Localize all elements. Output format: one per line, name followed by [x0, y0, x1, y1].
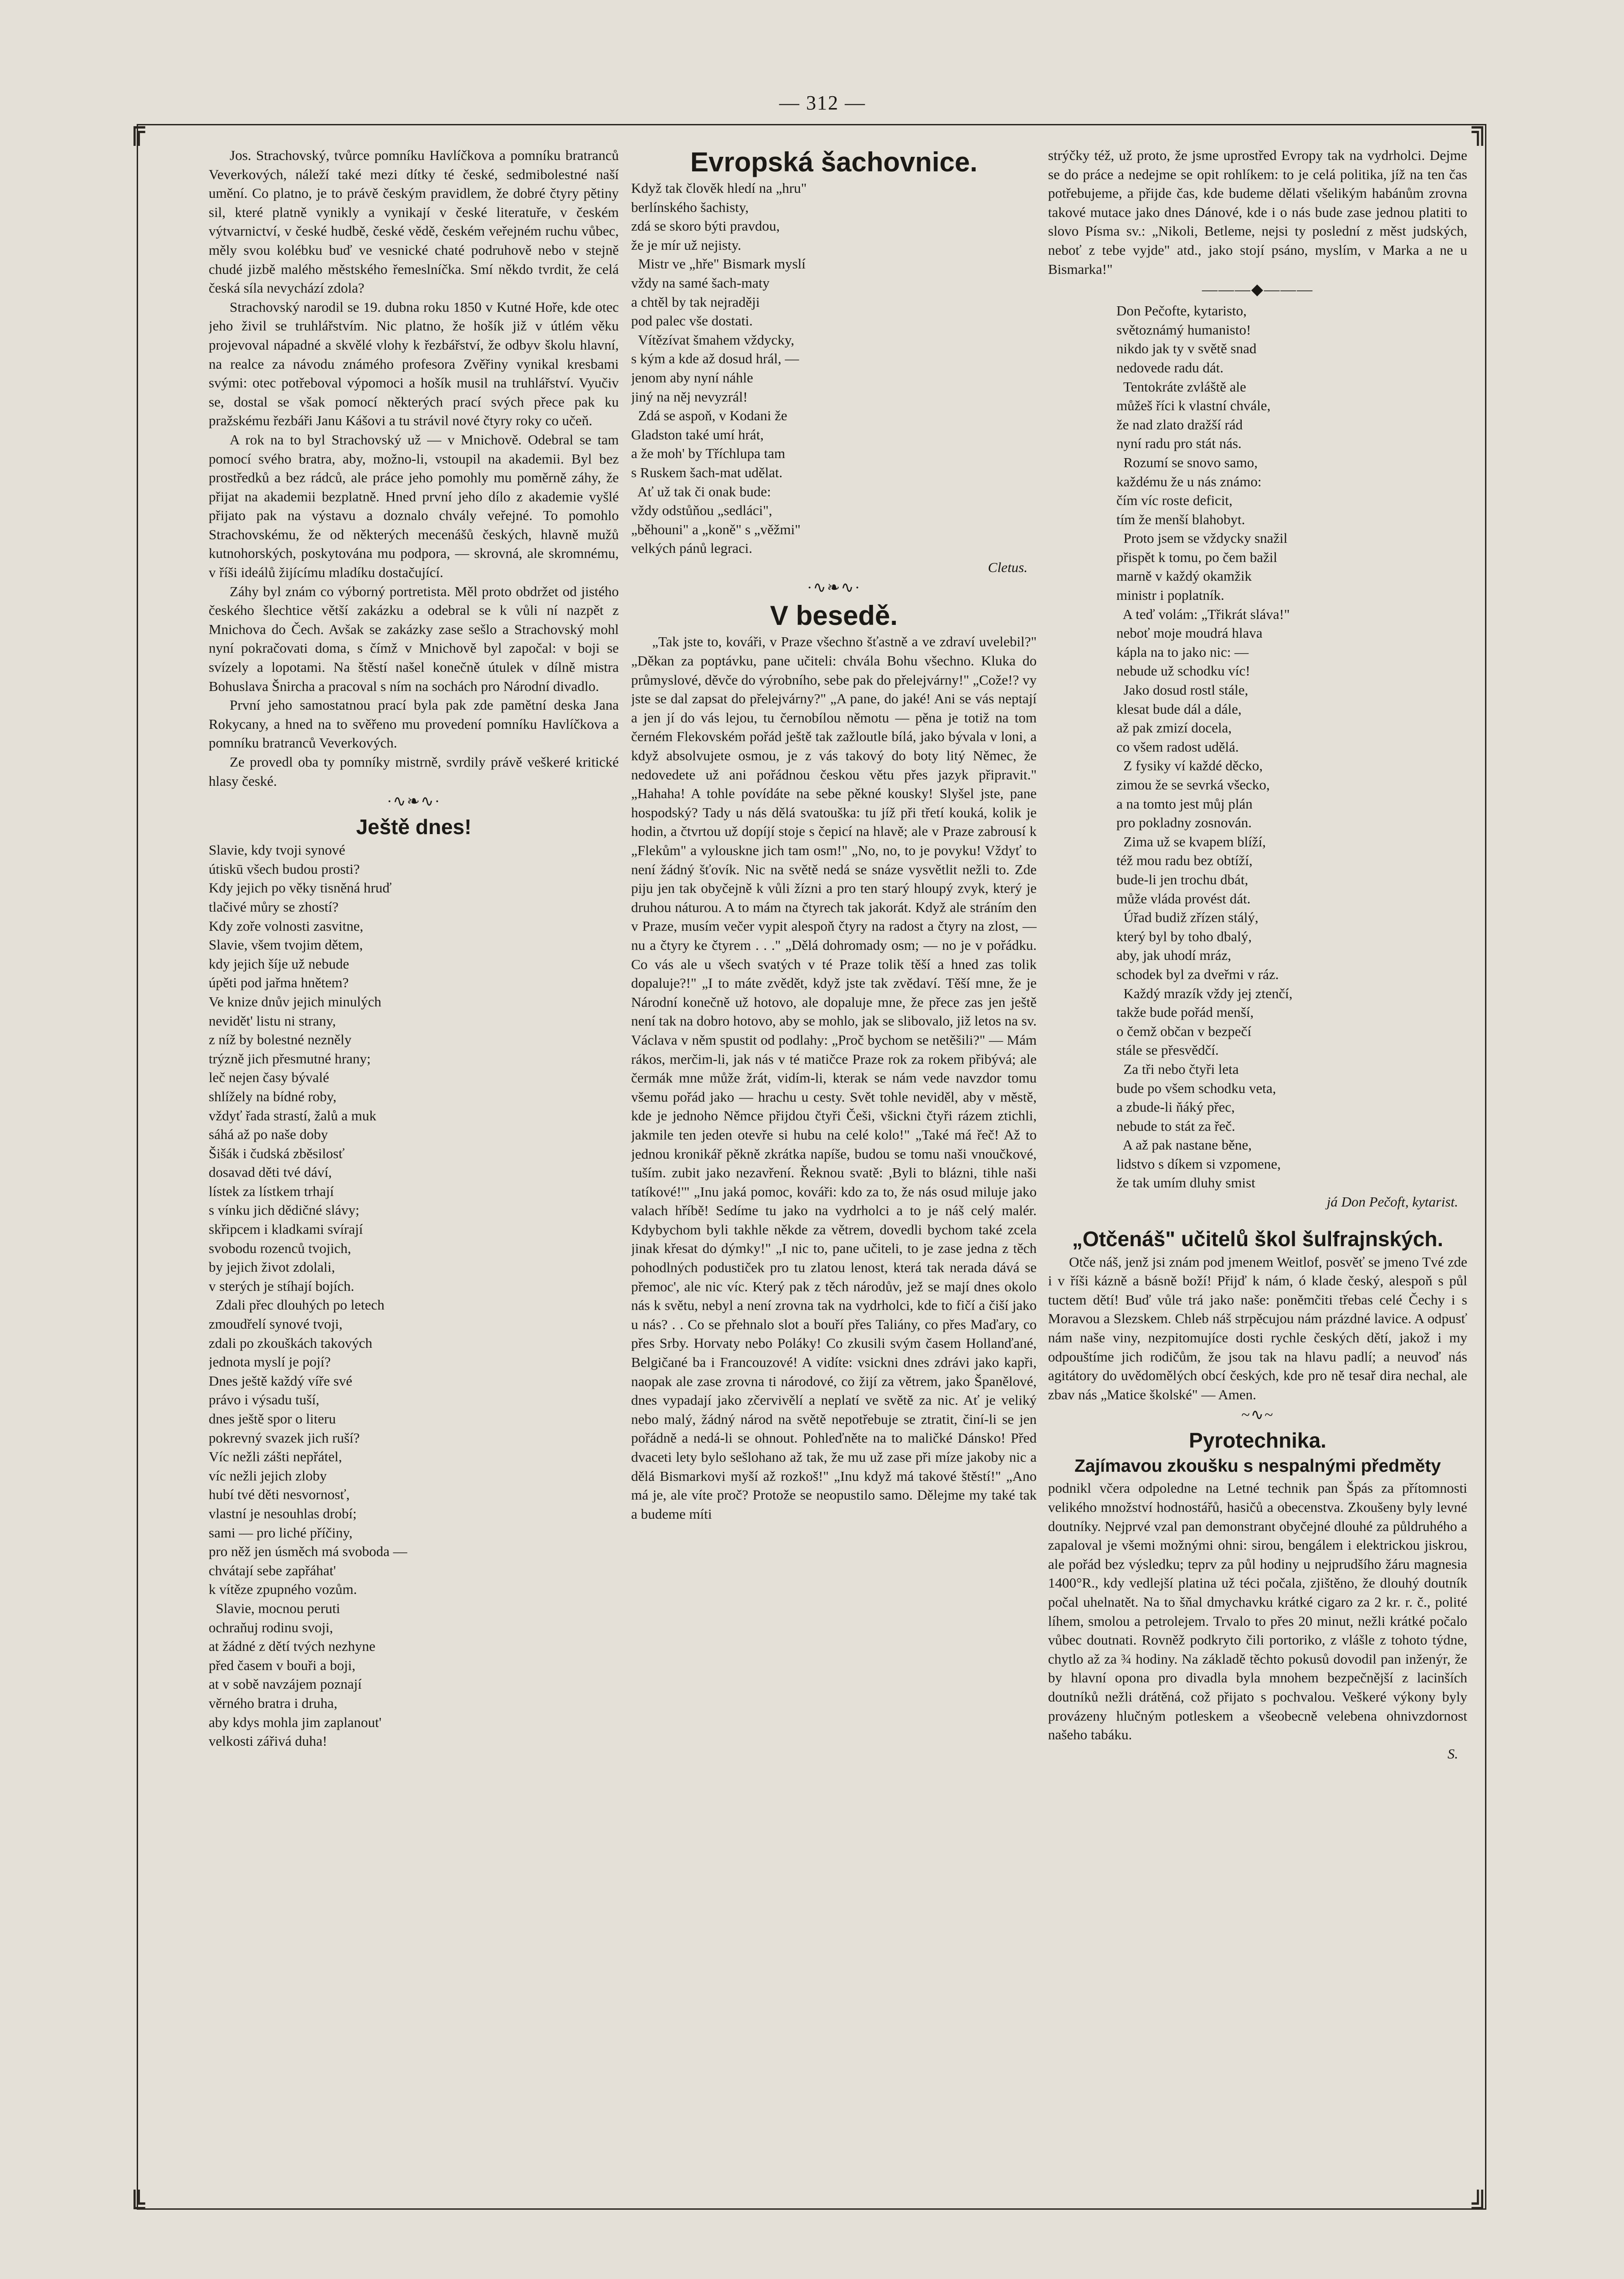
poem-sachovnice-line: Mistr ve „hře" Bismark myslí — [631, 256, 806, 272]
poem-sachovnice-line: že je mír už nejisty. — [631, 237, 741, 253]
poem-don-pecofte-line: zimou že se sevrká všecko, — [1116, 777, 1270, 793]
poem-jeste-dnes-line: úpěti pod jařma hnětem? — [209, 975, 349, 991]
subheading-pyrotechnika: Zajímavou zkoušku s nespalnými předměty — [1074, 1456, 1441, 1476]
poem-sachovnice-line: Ať už tak či onak bude: — [631, 483, 771, 500]
signature-prefix: já — [1326, 1194, 1338, 1210]
poem-jeste-dnes-line: víc nežli jejich zloby — [209, 1467, 327, 1484]
poem-jeste-dnes-line: Šišák i čudská zběsilosť — [209, 1145, 345, 1161]
poem-jeste-dnes-line: zdali po zkouškách takových — [209, 1335, 372, 1351]
corner-ornament-top-left: ╔ — [128, 114, 145, 146]
poem-don-pecofte-line: A teď volám: „Třikrát sláva!" — [1116, 606, 1290, 622]
poem-don-pecofte-line: co všem radost udělá. — [1116, 738, 1239, 755]
poem-jeste-dnes-line: tlačivé můry se zhostí? — [209, 898, 339, 915]
poem-don-pecofte-line: světoznámý humanisto! — [1116, 321, 1251, 338]
poem-don-pecofte-line: a na tomto jest můj plán — [1116, 795, 1253, 812]
poem-don-pecofte-line: též mou radu bez obtíží, — [1116, 852, 1253, 869]
corner-ornament-bottom-right: ╝ — [1472, 2190, 1489, 2222]
poem-jeste-dnes-line: pokrevný svazek jich ruší? — [209, 1429, 360, 1446]
ornament-divider: ·∿❧∿· — [807, 579, 861, 597]
poem-don-pecofte-line: Jako dosud rostl stále, — [1116, 682, 1249, 698]
poem-don-pecofte-line: Zima už se kvapem blíží, — [1116, 833, 1266, 850]
poem-don-pecofte-line: Tentokráte zvláště ale — [1116, 378, 1246, 395]
article-strachovsky-p5: První jeho samostatnou prací byla pak zde pamětní deska Jana Rokycany, a hned na to svěřeno mu provedení pomníku Havlíčkova a pomníku bratranců Veverkových. — [209, 697, 619, 751]
poem-sachovnice-line: jenom aby nyní náhle — [631, 369, 753, 386]
poem-jeste-dnes-line: Slavie, mocnou peruti — [209, 1600, 340, 1616]
signature-name: Don Pečoft, kytarist. — [1341, 1194, 1458, 1210]
poem-sachovnice — [631, 179, 1037, 558]
ornament-divider: ·∿❧∿· — [386, 793, 441, 810]
poem-jeste-dnes-line: aby kdys mohla jim zaplanout' — [209, 1714, 382, 1730]
poem-sachovnice-line: jiný na něj nevyzrál! — [631, 388, 748, 405]
poem-don-pecofte-line: může vláda provést dát. — [1116, 890, 1251, 907]
poem-don-pecofte-line: každému že u nás známo: — [1116, 473, 1262, 490]
poem-don-pecofte-line: tím že menší blahobyt. — [1116, 511, 1245, 527]
article-strachovsky-p2: Strachovský narodil se 19. dubna roku 1850 v Kutné Hoře, kde otec jeho živil se truhlářstvím. Nic platno, že hošík již v útlém věku projevoval nápadné a skvělé vlohy k řezbářství, že odbyv školu hlavní, na realce za návodu známého profesora Zvěřiny vynikal kresbami svými: otec potřeboval výpomoci a hošík musil na truhlářství. Vyučiv se, dostal se však pomocí některých prací svých přece pak ku pražskému řezbáři Janu Kášovi a tu strávil nové čtyry roky co učeň. — [209, 299, 619, 429]
poem-don-pecofte-line: přispět k tomu, po čem bažil — [1116, 549, 1277, 565]
poem-jeste-dnes-line: sami — pro liché příčiny, — [209, 1524, 353, 1541]
poem-don-pecofte-line: neboť moje moudrá hlava — [1116, 625, 1263, 641]
poem-don-pecofte-line: o čemž občan v bezpečí — [1116, 1023, 1252, 1039]
poem-don-pecofte-line: čím víc roste deficit, — [1116, 492, 1233, 509]
poem-jeste-dnes-line: v sterých je stíhají bojích. — [209, 1278, 355, 1294]
poem-sachovnice-line: vždy odstůňou „sedláci", — [631, 502, 772, 519]
poem-jeste-dnes-line: Zdali přec dlouhých po letech — [209, 1297, 385, 1313]
article-v-besede-continued: strýčky též, už proto, že jsme uprostřed Evropy tak na vydrholci. Dejme se do práce a nedejme se opit rohlíkem: to je celá politika, jíž na ten čas potřebujeme, a přijde čas, kde budeme dělati všelikým habánům zrovna takové mutace jako dnes Dánové, kde i o nás bude zase jednou platiti to slovo Písma sv.: „Nikoli, Betleme, nejsi ty poslední z měst judských, neboť z tebe vyjde" atd., jako stojí psáno, myslím, v Marka a ne u Bismarka!" — [1048, 147, 1467, 277]
poem-jeste-dnes-line: ochraňuj rodinu svoji, — [209, 1619, 333, 1635]
poem-jeste-dnes-line: jednota myslí je pojí? — [209, 1354, 331, 1370]
poem-jeste-dnes-line: at žádné z dětí tvých nezhyne — [209, 1638, 375, 1655]
poem-don-pecofte-line: schodek byl za dveřmi v ráz. — [1116, 966, 1279, 982]
poem-don-pecofte-line: Každý mrazík vždy jej ztenčí, — [1116, 985, 1293, 1001]
poem-don-pecofte-line: a zbude-li ňáký přec, — [1116, 1099, 1235, 1115]
poem-don-pecofte-line: aby, jak uhodí mráz, — [1116, 947, 1231, 964]
poem-jeste-dnes-line: vždyť řada strastí, žalů a muk — [209, 1107, 376, 1124]
poem-don-pecofte-line: až pak zmizí docela, — [1116, 720, 1232, 736]
poem-don-pecofte-line: Za tři nebo čtyři leta — [1116, 1061, 1239, 1077]
signature-don-pecoft — [1048, 1192, 1467, 1212]
poem-sachovnice-line: zdá se skoro býti pravdou, — [631, 218, 780, 234]
poem-sachovnice-line: „běhouni" a „koně" s „věžmi" — [631, 521, 801, 537]
poem-jeste-dnes-line: Víc nežli zášti nepřátel, — [209, 1449, 342, 1465]
poem-don-pecofte-line: který byl by toho dbalý, — [1116, 928, 1252, 944]
poem-don-pecofte-line: Úřad budiž zřízen stálý, — [1116, 909, 1259, 926]
poem-don-pecofte-line: lidstvo s díkem si vzpomene, — [1116, 1155, 1281, 1172]
poem-don-pecofte-line: že tak umím dluhy smist — [1116, 1175, 1255, 1191]
poem-jeste-dnes-line: z níž by bolestné nezněly — [209, 1031, 352, 1048]
signature-cletus: Cletus. — [988, 559, 1028, 575]
signature-s: S. — [1447, 1745, 1458, 1762]
poem-sachovnice-line: Gladston také umí hrát, — [631, 426, 764, 443]
poem-jeste-dnes-line: právo i výsadu tuší, — [209, 1392, 319, 1408]
poem-jeste-dnes-line: Slavie, kdy tvoji synové — [209, 842, 345, 858]
poem-don-pecofte-line: Proto jsem se vždycky snažil — [1116, 530, 1288, 547]
article-strachovsky-p1: Jos. Strachovský, tvůrce pomníku Havlíčkova a pomníku bratranců Veverkových, náleží také mezi dítky té české, sedmibolestné naší umění. Co platno, je to právě českým pravidlem, že dobré čtyry pětiny sil, které platně vynikly a vynikají v české literatuře, v českém výtvarnictví, v české hudbě, české vědě, českém veřejném ruchu vůbec, měly svou kolébku buď ve vesnické chaté podruhově nebo v stejně chudé jizbě malého městského řemeslníčka. Smí někdo tvrdit, že celá česká síla nevychází zdola? — [209, 147, 619, 296]
poem-jeste-dnes-line: před časem v bouři a boji, — [209, 1657, 355, 1673]
poem-jeste-dnes-line: lístek za lístkem trhají — [209, 1183, 334, 1199]
poem-jeste-dnes-line: s vínku jich dědičné slávy; — [209, 1202, 360, 1218]
poem-jeste-dnes-line: leč nejen časy bývalé — [209, 1069, 329, 1086]
article-v-besede: „Tak jste to, kováři, v Praze všechno šťastně a ve zdraví uvelebil?" „Děkan za poptávku, pane učiteli: chvála Bohu všechno. Kluka do průmyslové, děvče do výrobního, sebe pak do přelejvárny!" „Cože!? vy jste se dal zapsat do přelejvárny?" „A pane, do jaké! Ani se vás neptají a jen jí do vás lejou, tu černobílou němotu — pěna je totiž na tom černém Flekovském pořád ještě tak zažloutle bílá, jako bývala v loni, a když absolvujete osmou, je z vás takový do boty litý Němec, že nedovedete už ani pořádnou českou větu přes jazyk připravit." „Hahaha! A tohle povídáte na sebe pěkné kousky! Slyšel jste, pane hospodský? Tady u nás dělá svatouška: tu jíž při třetí kouká, kolik je hodin, a čtvrtou už dopíjí stoje s čepicí na hlavě; ale v Praze zabrousí k „Flekům" a vylouskne jich tam osm!" „No, no, to je povyku! Vždyť to není žádný šťovík. Nic na světě nedá se snáze vysvětlit nežli to. Zde piju jen tak obyčejně k vůli žízni a pro ten starý hloupý zvyk, který je druhou náturou. A to mám na čtyrech tak jakorát. Když ale stráním den v Praze, musím večer vypit alespoň čtyry na radost a čtyry na zlost, — nu a čtyry ke čtyrem . . ." „Dělá dohromady osm; — no je v pořádku. Co vás ale u všech svatých v té Praze tolik těší a hned zas tolik dopaluje?!" „I to máte zvědět, když jste tak zvědaví. Těší mne, že je Národní konečně už hotovo, ale dopaluje mne, že přece zas jen ještě není tak na dobro hotovo, aby se mohlo, jak se slibovalo, již letos na sv. Václava v něm spustit od podlahy: „Proč bychom se netěšili?" — Mám rákos, merčim-li, jak nás v té matičce Praze rok za rokem přibývá; ale čermák mne může žrát, vidím-li, kterak se nám vede navzdor tomu všemu pořád jako — hrachu u cesty. Svět tohle neviděl, aby v městě, kde je jednoho Němce přijdou čtyři Češi, všickni čtyři rázem ztichli, jakmile ten jeden otevře si hubu na celé kolo!" „Také má řeč! Až to jednou kronikář pěkně zkrátka napíše, budou se tomu naši vnoučkové, tuším. zubit jako nezavření. Řeknou svatě: ,Byli to blázni, tihle naši tatíkové!'" „Inu jaká pomoc, kováři: kdo za to, že nás osud miluje jako valach hříbě! Sedíme tu jako na vydrholci a to je náš celý malér. Kdybychom byli takhle někde za větrem, dovedli bychom také zcela jinak křesat do dýmky!" „I nic to, pane učiteli, to je zase jedna z těch pohodlných podustiček pro tu zlatou lenost, která tak nerada dává se přemoc', ale nic víc. Který pak z těch národův, jež se mají dnes okolo nás k světu, nebyl a není zrovna tak na vydrholci, kde to fičí a čiší jako u nás? . . Co se přehnalo slot a bouří přes Taliány, co přes Maďary, co přes Srby. Horvaty nebo Poláky! Co zkusili svým časem Hollanďané, Belgičané ba i Francouzové! A vidíte: vsickni dnes zdrávi jako kapři, naopak ale zase zrovna ti národové, co žijí za větrem, jako Španělové, dnes vypadají jako zčervivělí a neplatí ve světě za nic. Ať je veliký nebo malý, žádný národ na světě nepotřebuje se ztratit, činí-li se jen pořádně a nedá-li se ohnout. Pohleďněte na to maličké Dánsko! Před dvaceti lety bylo sešlohano až tak, že mu už zase při míze jakoby nic a dělá Bismarkovi myší až rozkoš!" „Inu když má takové štěstí!" „Ano má je, ale víte proč? Protože se neopustilo samo. Dělejme my také tak a budeme míti — [631, 634, 1037, 1522]
poem-jeste-dnes-line: Kdy zoře volnosti zasvitne, — [209, 918, 364, 934]
poem-jeste-dnes-line: Kdy jejich po věky tisněná hruď — [209, 880, 392, 896]
poem-jeste-dnes — [209, 840, 619, 1751]
poem-don-pecofte-line: klesat bude dál a dále, — [1116, 701, 1242, 717]
heading-otcenas: „Otčenáš" učitelů škol šulfrajnských. — [1072, 1227, 1444, 1251]
poem-sachovnice-line: a chtěl by tak nejraději — [631, 294, 760, 310]
poem-jeste-dnes-line: at v sobě navzájem poznají — [209, 1676, 362, 1692]
poem-sachovnice-line: a že moh' by Tříchlupa tam — [631, 445, 786, 462]
corner-ornament-bottom-left: ╚ — [128, 2190, 145, 2222]
poem-don-pecofte-line: A až pak nastane běne, — [1116, 1137, 1252, 1153]
poem-sachovnice-line: berlínského šachisty, — [631, 199, 749, 215]
poem-jeste-dnes-line: trýzně jich přesmutné hrany; — [209, 1050, 371, 1067]
poem-jeste-dnes-line: zmoudřelí synové tvoji, — [209, 1316, 343, 1332]
column-1 — [209, 146, 619, 2188]
poem-don-pecofte-line: můžeš říci k vlastní chvále, — [1116, 397, 1271, 414]
poem-don-pecofte-line: takže bude pořád menší, — [1116, 1004, 1254, 1021]
poem-don-pecofte-line: nebude to stát za řeč. — [1116, 1118, 1235, 1134]
article-strachovsky-p6: Ze provedl oba ty pomníky mistrně, svrdily právě veškeré kritické hlasy české. — [209, 754, 619, 789]
poem-sachovnice-line: velkých pánů legraci. — [631, 540, 752, 557]
poem-sachovnice-line: Vítězívat šmahem vždycky, — [631, 331, 795, 348]
ornament-rule: ———◆——— — [1202, 281, 1314, 299]
poem-don-pecofte-line: ministr i poplatník. — [1116, 587, 1224, 603]
spacer — [1048, 1212, 1467, 1225]
poem-jeste-dnes-line: Ve knize dnův jejich minulých — [209, 993, 381, 1010]
poem-don-pecofte-line: nyní radu pro stát nás. — [1116, 435, 1242, 452]
heading-jeste-dnes: Ještě dnes! — [356, 815, 472, 839]
ornament-divider: ~∿~ — [1241, 1407, 1274, 1424]
poem-jeste-dnes-line: věrného bratra i druha, — [209, 1695, 338, 1711]
article-otcenas: Otče náš, jenž jsi znám pod jmenem Weitlof, posvěť se jmeno Tvé zde i v říši kázně a básně boží! Přijď k nám, ó klade český, alespoň s půl tuctem dětí! Buď vůle trá jako naše: poněmčiti třebas celé Čechy i s Moravou a Slezskem. Chleb náš strpěcujou nám prázdné lavice. A odpusť nám naše viny, nezpitomujíce dosti rychle českých dětí, jakož i my odpouštíme jich rodičům, že jsou tak na hlavu padlí; a neuvoď nás agitátory do uvědomělých obcí českých, kde pro ně tesař dira nechal, ale zbav nás „Matice školské" — Amen. — [1048, 1253, 1467, 1402]
poem-jeste-dnes-line: Dnes ještě každý víře své — [209, 1372, 353, 1389]
poem-don-pecofte-line: bude-li jen trochu dbát, — [1116, 871, 1249, 887]
poem-don-pecofte-line: nikdo jak ty v světě snad — [1116, 340, 1257, 357]
poem-don-pecofte-line: Z fysiky ví každé děcko, — [1116, 758, 1263, 774]
poem-jeste-dnes-line: kdy jejich šíje už nebude — [209, 955, 349, 972]
poem-jeste-dnes-line: útiskū všech budou prosti? — [209, 861, 360, 877]
poem-sachovnice-line: s Ruskem šach-mat udělat. — [631, 464, 783, 480]
poem-jeste-dnes-line: skřipcem i kladkami svírají — [209, 1221, 363, 1237]
corner-ornament-top-right: ╗ — [1472, 114, 1489, 146]
poem-don-pecofte-line: bude po všem schodku veta, — [1116, 1080, 1276, 1096]
poem-don-pecofte-line: Don Pečofte, kytaristo, — [1116, 303, 1247, 319]
poem-jeste-dnes-line: velkosti zářivá duha! — [209, 1733, 327, 1749]
poem-don-pecofte-line: Rozumí se snovo samo, — [1116, 454, 1258, 470]
poem-don-pecofte — [1048, 301, 1467, 1192]
poem-jeste-dnes-line: hubí tvé děti nesvornosť, — [209, 1486, 350, 1503]
poem-jeste-dnes-line: Slavie, všem tvojim dětem, — [209, 937, 363, 953]
page-number: — 312 — — [779, 92, 866, 114]
column-2 — [631, 146, 1037, 2188]
heading-evropska-sachovnice: Evropská šachovnice. — [690, 147, 978, 177]
poem-jeste-dnes-line: by jejich život zdolali, — [209, 1259, 335, 1275]
poem-don-pecofte-line: pro pokladny zosnován. — [1116, 815, 1252, 831]
poem-sachovnice-line: Zdá se aspoň, v Kodani že — [631, 407, 787, 424]
article-strachovsky-p3: A rok na to byl Strachovský už — v Mnichově. Odebral se tam pomocí svého bratra, aby, možno-li, vstoupil na akademii. Byl bez prostředků a bez rádců, ale práce jeho pomohly mu poměrně záhy, že přijat na akademii bezplatně. Hned první jeho dílo z akademie vyšlé přijato pak na výstavu a doznalo chvály veřejné. To pomohlo Strachovskému, že od některých mecenášů českých, hlavně mužů kutnohorských, poskytována mu podpora, — skrovná, ale skromnému, v říši ideálů žijícímu mladíku dostačující. — [209, 431, 619, 581]
poem-sachovnice-line: s kým a kde až dosud hrál, — — [631, 351, 799, 367]
heading-pyrotechnika: Pyrotechnika. — [1189, 1428, 1326, 1453]
poem-sachovnice-line: vždy na samé šach-maty — [631, 274, 770, 291]
poem-jeste-dnes-line: pro něž jen úsměch má svoboda — — [209, 1543, 407, 1560]
poem-jeste-dnes-line: nevidět' listu ni strany, — [209, 1012, 336, 1029]
column-3 — [1048, 146, 1467, 2188]
poem-jeste-dnes-line: shlížely na bídné roby, — [209, 1088, 337, 1104]
poem-don-pecofte-line: nedovede radu dát. — [1116, 359, 1223, 376]
poem-jeste-dnes-line: sáhá až po naše doby — [209, 1126, 328, 1143]
poem-jeste-dnes-line: svobodu rozenců tvojich, — [209, 1240, 351, 1256]
poem-sachovnice-line: Když tak člověk hledí na „hru" — [631, 180, 807, 196]
poem-jeste-dnes-line: k vítěze zpupného vozům. — [209, 1581, 357, 1598]
article-strachovsky-p4: Záhy byl znám co výborný portretista. Měl proto obdržet od jistého českého šlechtice větší zakázku a odebral se k vůli ní nazpět z Mnichova do Čech. Avšak se zakázky zase sešlo a Strachovský mohl nyní pokračovati doma, s čímž v Mnichově byl započal: v boji se svízely a lopotami. Na štěstí našel konečně útulek v dílně mistra Bohuslava Šnircha a pracoval s ním na sochách pro Národní divadlo. — [209, 583, 619, 694]
poem-don-pecofte-line: marně v každý okamžik — [1116, 568, 1252, 584]
poem-jeste-dnes-line: vlastní je nesouhlas drobí; — [209, 1505, 357, 1521]
poem-don-pecofte-line: kápla na to jako nic: — — [1116, 644, 1249, 660]
poem-sachovnice-line: pod palec vše dostati. — [631, 313, 753, 329]
poem-jeste-dnes-line: dnes ještě spor o literu — [209, 1411, 336, 1427]
poem-don-pecofte-line: nebude už schodku víc! — [1116, 663, 1250, 679]
poem-jeste-dnes-line: dosavad děti tvé dáví, — [209, 1164, 332, 1181]
poem-don-pecofte-line: stále se přesvědčí. — [1116, 1042, 1219, 1058]
heading-v-besede: V besedě. — [770, 600, 898, 631]
poem-jeste-dnes-line: chvátají sebe zapřáhat' — [209, 1562, 336, 1578]
poem-don-pecofte-line: že nad zlato dražší rád — [1116, 416, 1243, 433]
article-pyrotechnika: podnikl včera odpoledne na Letné technik pan Špás za přítomnosti velikého množství hodnostářů, hasičů a obecenstva. Zkoušeny byly levné doutníky. Nejprvé vzal pan demonstrant obyčejné dlouhé za půldruhého a zapaloval je všemi možnými ohni: sirou, bengálem i elektrickou jiskrou, ale pořád bez výsledku; teprv za půl hodiny u nejprudšího žáru magnesia 1400°R., kdy vedlejší platina už téci počala, zjištěno, že dlouhý doutník počal uhelnatět. Na to šňal dmychavku krátké cigaro za 2 kr. r. č., polité líhem, smolou a petrolejem. Trvalo to přes 20 minut, nežli krátké počalo vůbec doutnati. Rovněž podkryto čili portoriko, z vlášle z tohoto týdne, chytlo až za ¾ hodiny. Na základě těchto pokusů dovodil pan inženýr, že by hlavní opona pro divadla byla mnohem bezpečnější z lacinších doutníků nežli drátěná, což přijato s pochvalou. Veškeré výkony byly provázeny hlučným potleskem a všeobecně velebena ohnivzdornost našeho tabáku. — [1048, 1480, 1467, 1743]
